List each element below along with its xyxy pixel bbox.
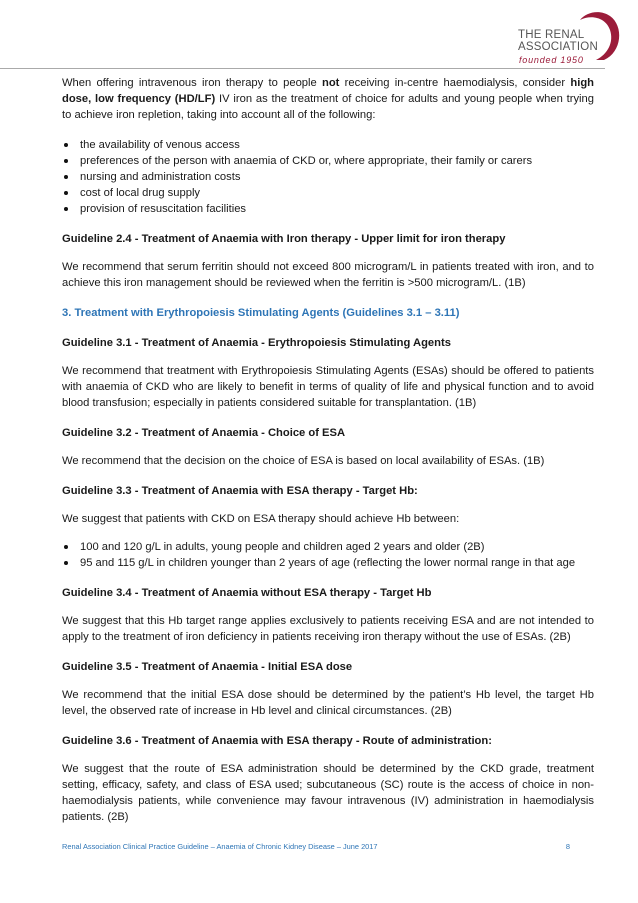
list-item: 95 and 115 g/L in children younger than 2 years of age (reflecting the lower normal range in that age [62,555,594,571]
bullet-icon [64,207,68,211]
page-footer [62,842,570,851]
list-item: preferences of the person with anaemia of CKD or, where appropriate, their family or carers [62,153,594,169]
section-3-heading: 3. Treatment with Erythropoiesis Stimulating Agents (Guidelines 3.1 – 3.11) [62,307,460,319]
guideline-3-4-text: We suggest that this Hb target range applies exclusively to patients receiving ESA and are not intended to apply to the treatment of iron deficiency in patients receiving iron therapy without the use of ESAs. (2B) [62,615,594,643]
guideline-3-3-heading: Guideline 3.3 - Treatment of Anaemia with ESA therapy - Target Hb: [62,485,418,497]
bullet-icon [64,561,68,565]
guideline-3-5-text: We recommend that the initial ESA dose should be determined by the patient’s Hb level, the target Hb level, the observed rate of increase in Hb level and clinical circumstances. (2B) [62,689,594,717]
list-item: provision of resuscitation facilities [62,201,594,217]
guideline-3-2-heading: Guideline 3.2 - Treatment of Anaemia - Choice of ESA [62,427,346,439]
guideline-3-6-heading: Guideline 3.6 - Treatment of Anaemia with ESA therapy - Route of administration: [62,735,492,747]
guideline-3-1-text: We recommend that treatment with Erythropoiesis Stimulating Agents (ESAs) should be offered to patients with anaemia of CKD who are likely to benefit in terms of quality of life and physical function and to avoid blood transfusion; especially in patients considered suitable for transplantation. (1B) [62,365,594,409]
guideline-3-4-heading: Guideline 3.4 - Treatment of Anaemia without ESA therapy - Target Hb [62,587,432,599]
target-hb-list [62,539,594,571]
renal-association-logo [500,8,624,66]
intro-bullet-list [62,137,594,217]
logo-founded: founded 1950 [519,55,584,65]
header-rule [0,68,605,69]
guideline-2-4-text: We recommend that serum ferritin should not exceed 800 microgram/L in patients treated with iron, and to achieve this iron management should be reviewed when the ferritin is >500 microgram/L. (1B) [62,261,594,289]
guideline-3-2-text: We recommend that the decision on the choice of ESA is based on local availability of ESAs. (1B) [62,455,545,467]
bullet-icon [64,175,68,179]
guideline-3-6-text: We suggest that the route of ESA administration should be determined by the CKD grade, treatment setting, efficacy, safety, and class of ESA used; subcutaneous (SC) route is the access of choice in non-haemodialysis patients, while convenience may favour intravenous (IV) administration in haemodialysis patients. (2B) [62,763,594,823]
logo-line-2: ASSOCIATION [518,41,598,53]
guideline-2-4-heading: Guideline 2.4 - Treatment of Anaemia with Iron therapy - Upper limit for iron therapy [62,233,506,245]
bullet-icon [64,143,68,147]
list-item: 100 and 120 g/L in adults, young people and children aged 2 years and older (2B) [62,539,594,555]
page-content [62,75,594,825]
intro-paragraph: When offering intravenous iron therapy to people not receiving in-centre haemodialysis, consider high dose, low frequency (HD/LF) IV iron as the treatment of choice for adults and young people when trying to achieve iron repletion, taking into account all of the following: [62,77,594,121]
bullet-icon [64,159,68,163]
bullet-icon [64,545,68,549]
bullet-icon [64,191,68,195]
guideline-3-1-heading: Guideline 3.1 - Treatment of Anaemia - Erythropoiesis Stimulating Agents [62,337,451,349]
logo-line-1: THE RENAL [518,29,585,41]
page-number: 8 [565,842,570,851]
list-item: nursing and administration costs [62,169,594,185]
list-item: the availability of venous access [62,137,594,153]
list-item: cost of local drug supply [62,185,594,201]
guideline-3-5-heading: Guideline 3.5 - Treatment of Anaemia - Initial ESA dose [62,661,353,673]
guideline-3-3-text: We suggest that patients with CKD on ESA therapy should achieve Hb between: [62,513,460,525]
footer-text: Renal Association Clinical Practice Guideline – Anaemia of Chronic Kidney Disease – June 2017 [62,842,378,851]
